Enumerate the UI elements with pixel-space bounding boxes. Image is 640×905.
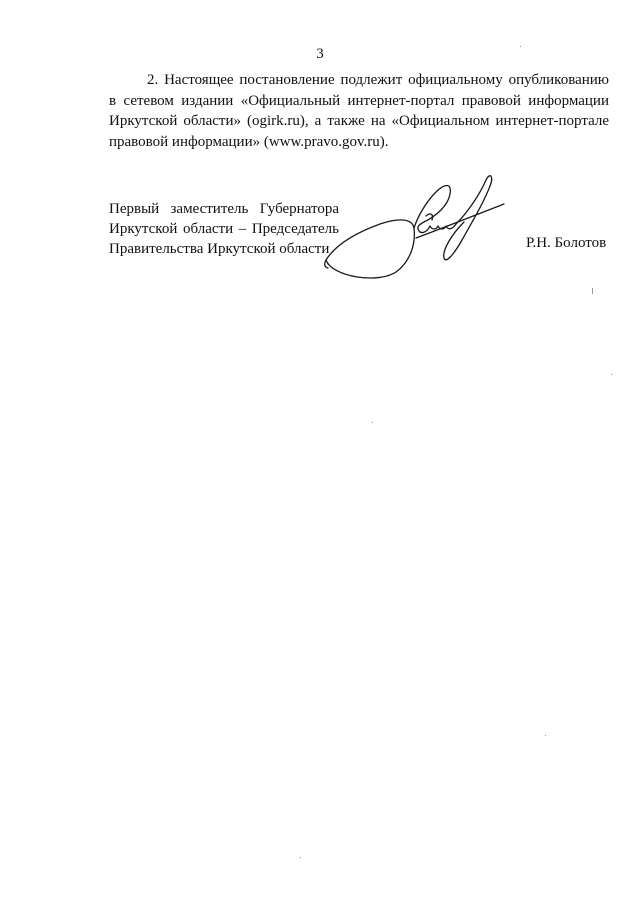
scan-speck: [300, 857, 301, 858]
scan-speck: [611, 374, 612, 375]
publication-paragraph: 2. Настоящее постановление подлежит официальному опубликованию в сетевом издании «Официальный интернет-портал правовой информации Иркутской области» (ogirk.ru), а также на «Официальном интернет-портале правовой информации» (www.pravo.gov.ru).: [109, 72, 609, 150]
scan-speck: [520, 46, 521, 47]
position-line-1: Первый заместитель Губернатора: [109, 201, 339, 217]
page-number: 3: [316, 46, 324, 62]
position-line-2: Иркутской области – Председатель: [109, 221, 339, 237]
signatory-position: [109, 199, 339, 259]
scan-speck: [545, 735, 546, 736]
position-line-3: Правительства Иркутской области: [109, 241, 330, 257]
scan-speck: [372, 422, 373, 423]
signer-name: Р.Н. Болотов: [526, 235, 607, 251]
handwritten-signature: [318, 172, 508, 287]
scan-speck: [592, 288, 593, 294]
